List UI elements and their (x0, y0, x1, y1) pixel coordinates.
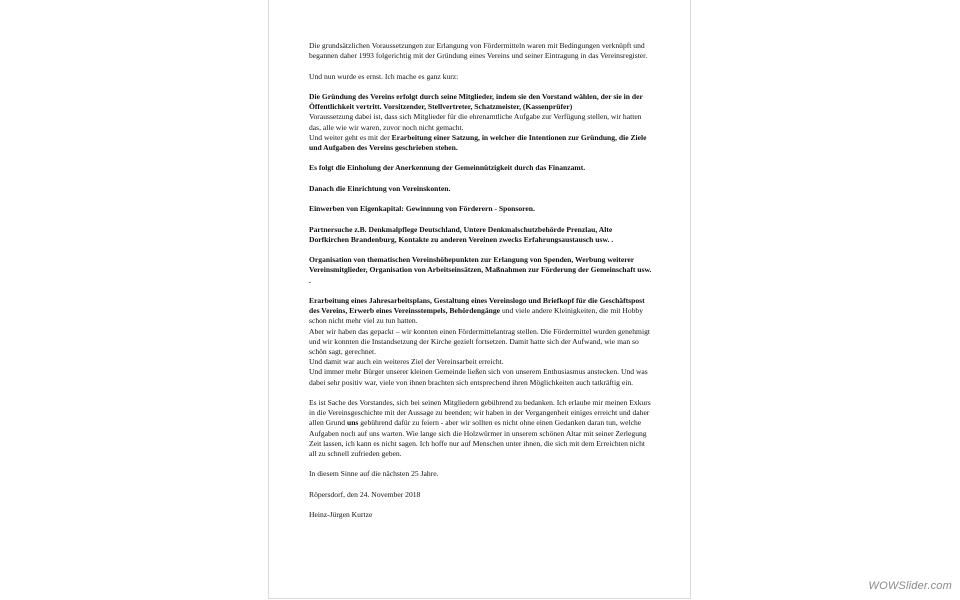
paragraph-short: Und nun wurde es ernst. Ich mache es ganz kurz: (309, 71, 459, 81)
thanks-text-a: Es ist Sache des Vorstandes, sich bei seinen Mitgliedern gebührend zu bedanken. Ich erlaube mir meinen Exkurs in die Vereinsgeschichte mit der Aussage zu beenden; wir haben in der Vergangenheit einiges erreicht und daher allen Grund (309, 397, 651, 428)
statute-bold: Erarbeitung einer Satzung, in welcher die Intentionen zur Gründung, die Ziele und Aufgaben des Vereins geschrieben stehen. (309, 132, 647, 152)
thanks-bold: uns (346, 418, 359, 428)
paragraph-thanks (309, 398, 654, 459)
statute-text: Und weiter geht es mit der (309, 132, 392, 142)
founding-bold: Die Gründung des Vereins erfolgt durch seine Mitglieder, indem sie den Vorstand wählen, der sie in der Öffentlichkeit vertritt. Vorsitzender, Stellvertreter, Schatzmeister, (Kassenprüfer) (309, 91, 643, 112)
equity-bold: Einwerben von Eigenkapital: Gewinnung von Förderern - Sponsoren. (309, 204, 535, 214)
founding-text: Voraussetzung dabei ist, dass sich Mitglieder für die ehrenamtliche Aufgabe zur Verfügung stellen, wir hatten das, alle wie wir waren, zuvor noch nicht gemacht. (309, 112, 642, 132)
paragraph-organisation (309, 255, 654, 286)
organisation-bold: Organisation von thematischen Vereinshöhepunkten zur Erlangung von Spenden, Werbung weiterer Vereinsmitglieder, Organisation von Arbeitseinsätzen, Maßnahmen zur Förderung der Gemeinschaft usw. . (309, 255, 652, 285)
paragraph-founding (309, 92, 654, 153)
author-signature: Heinz-Jürgen Kurtze (309, 510, 373, 520)
paragraph-intro: Die grundsätzlichen Voraussetzungen zur Erlangung von Fördermitteln waren mit Bedingungen verknüpft und begannen daher 1993 folgerichtig mit der Gründung eines Vereins und seiner Eintragung in das Vereinsregister. (309, 41, 648, 61)
paragraph-closing: In diesem Sinne auf die nächsten 25 Jahre. (309, 469, 439, 479)
workplan-bold: Erarbeitung eines Jahresarbeitsplans, Gestaltung eines Vereinslogo und Briefkopf für die Geschäftspost des Vereins, Erwerb eines Vereinsstempels, Behördengänge (309, 295, 645, 316)
document-body (309, 41, 654, 531)
partners-bold: Partnersuche z.B. Denkmalpflege Deutschland, Untere Denkmalschutzbehörde Prenzlau, Alte Dorfkirchen Brandenburg, Kontakte zu anderen Vereinen zwecks Erfahrungsaustausch usw. . (309, 224, 614, 244)
funding-text: Aber wir haben das gepackt – wir konnten einen Fördermittelantrag stellen. Die Fördermittel wurden genehmigt und wir konnten die Instandsetzung der Kirche gezielt fortsetzen. Damit hatte sich der Aufwand, wie man so schön sagt, gerechnet. (309, 326, 650, 356)
thanks-text-b: gebührend dafür zu feiern - aber wir sollten es nicht ohne einen Gedanken daran tun, welche Aufgaben noch auf uns warten. Wie lange sich die Holzwürmer in unserem schönen Altar mit seiner Zerlegung Zeit lassen, ich kann es nicht sagen. Ich hoffe nur auf Menschen unter ihnen, die sich mit dem Erreichten nicht all zu schnell zufrieden geben. (309, 418, 647, 458)
paragraph-partners (309, 225, 654, 245)
accounts-bold: Danach die Einrichtung von Vereinskonten. (309, 183, 451, 193)
paragraph-equity (309, 204, 654, 214)
watermark-text: WOWSlider.com (868, 580, 952, 592)
paragraph-nonprofit (309, 163, 654, 173)
document-page (268, 0, 691, 599)
place-date: Röpersdorf, den 24. November 2018 (309, 489, 421, 499)
workplan-text: und viele andere Kleinigkeiten, die mit Hobby schon nicht mehr viel zu tun hatten. (309, 306, 644, 326)
nonprofit-bold: Es folgt die Einholung der Anerkennung der Gemeinnützigkeit durch das Finanzamt. (309, 163, 586, 173)
goal-text: Und damit war auch ein weiteres Ziel der Vereinsarbeit erreicht. (309, 357, 504, 367)
citizens-text: Und immer mehr Bürger unserer kleinen Gemeinde ließen sich von unserem Enthusiasmus anstecken. Und was dabei sehr positiv war, viele von ihnen brachten sich entsprechend ihren Möglichkeiten auch tatkräftig ein. (309, 367, 648, 387)
paragraph-accounts (309, 184, 654, 194)
paragraph-workplan (309, 296, 654, 388)
